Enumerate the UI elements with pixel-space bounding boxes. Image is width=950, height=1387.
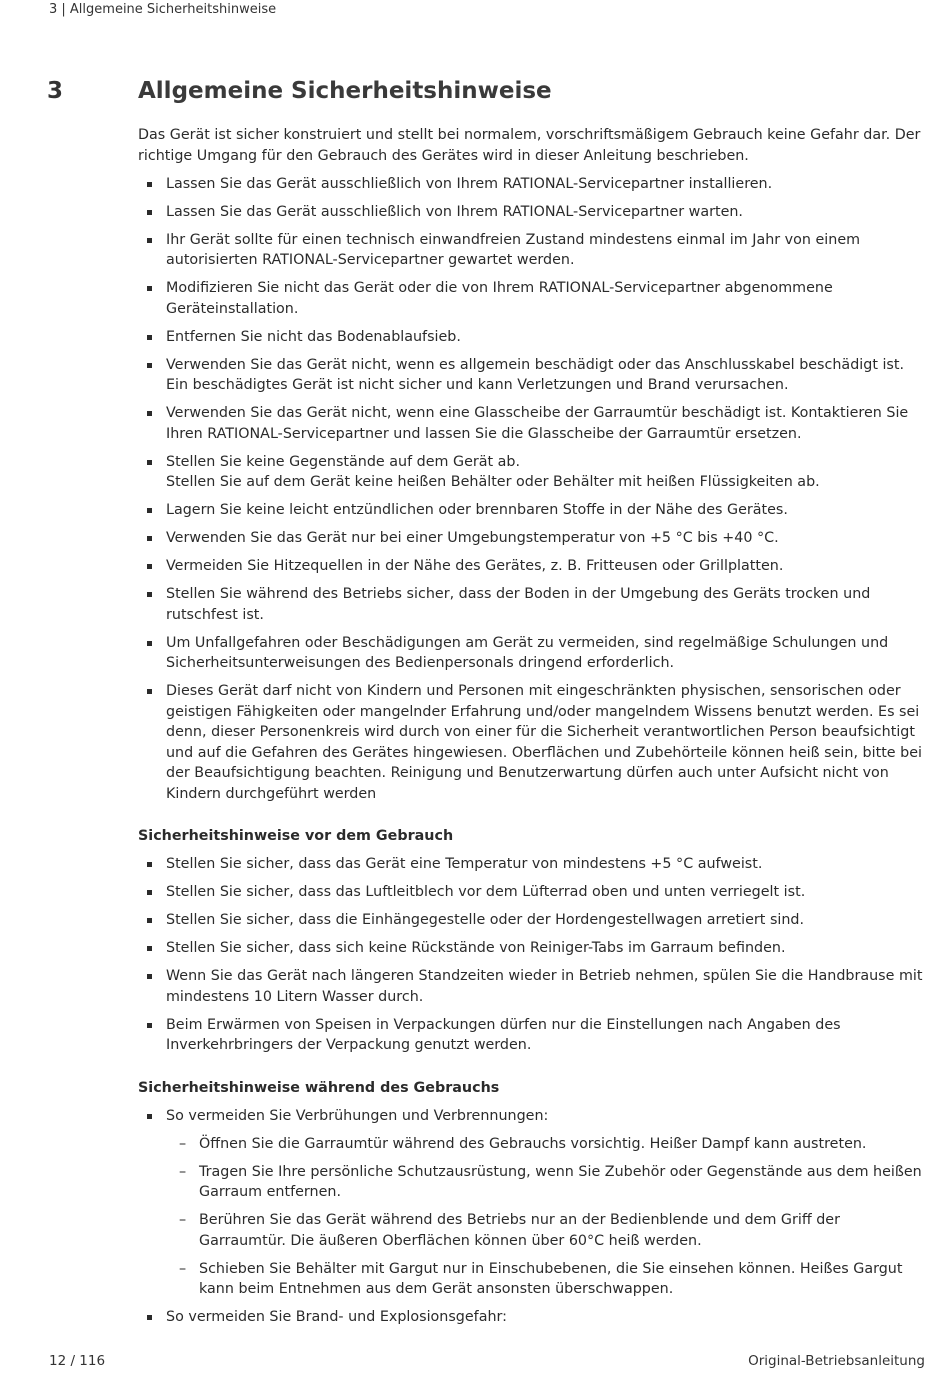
chapter-number: 3 [47,78,64,104]
list-item: Modifizieren Sie nicht das Gerät oder die von Ihrem RATIONAL-Servicepartner abgenommene Geräteinstallation. [138,278,923,319]
chapter-body [138,125,923,1335]
list-item-line: Stellen Sie auf dem Gerät keine heißen Behälter oder Behälter mit heißen Flüssigkeiten ab. [166,474,820,490]
sublist-item: – Öffnen Sie die Garraumtür während des Gebrauchs vorsichtig. Heißer Dampf kann austreten. [166,1134,923,1155]
list-item: Dieses Gerät darf nicht von Kindern und Personen mit eingeschränkten physischen, sensorischen oder geistigen Fähigkeiten oder mangelnder Erfahrung und/oder mangelndem Wissens benutzt werden. Es sei denn, dieser Personenkreis wird durch von einer für die Sicherheit verantwortlichen Person beaufsichtigt und auf die Gefahren des Gerätes hingewiesen. Oberflächen und Zubehörteile können heiß sein, bitte bei der Beaufsichtigung beachten. Reinigung und Benutzerwartung dürfen auch unter Aufsicht nicht von Kindern durchgeführt werden [138,681,923,804]
list-item: Lagern Sie keine leicht entzündlichen oder brennbaren Stoffe in der Nähe des Gerätes. [138,500,923,521]
list-item: Ihr Gerät sollte für einen technisch einwandfreien Zustand mindestens einmal im Jahr von einem autorisierten RATIONAL-Servicepartner gewartet werden. [138,230,923,271]
list-item: Stellen Sie während des Betriebs sicher, dass der Boden in der Umgebung des Geräts trocken und rutschfest ist. [138,584,923,625]
list-item: Wenn Sie das Gerät nach längeren Standzeiten wieder in Betrieb nehmen, spülen Sie die Handbrause mit mindestens 10 Litern Wasser durch. [138,966,923,1007]
list-item: So vermeiden Sie Brand- und Explosionsgefahr: [138,1307,923,1328]
list-item: Stellen Sie sicher, dass sich keine Rückstände von Reiniger-Tabs im Garraum befinden. [138,938,923,959]
list-item: Beim Erwärmen von Speisen in Verpackungen dürfen nur die Einstellungen nach Angaben des Inverkehrbringers der Verpackung genutzt werden. [138,1015,923,1056]
list-item: Stellen Sie sicher, dass das Gerät eine Temperatur von mindestens +5 °C aufweist. [138,854,923,875]
list-item: Entfernen Sie nicht das Bodenablaufsieb. [138,327,923,348]
section-heading-during-use: Sicherheitshinweise während des Gebrauchs [138,1079,500,1096]
intro-paragraph: Das Gerät ist sicher konstruiert und stellt bei normalem, vorschriftsmäßigem Gebrauch keine Gefahr dar. Der richtige Umgang für den Gebrauch des Gerätes wird in dieser Anleitung beschrieben. [138,127,921,164]
list-item: Verwenden Sie das Gerät nur bei einer Umgebungstemperatur von +5 °C bis +40 °C. [138,528,923,549]
list-item: Verwenden Sie das Gerät nicht, wenn eine Glasscheibe der Garraumtür beschädigt ist. Kontaktieren Sie Ihren RATIONAL-Servicepartner und lassen Sie die Glasscheibe der Garraumtür ersetzen. [138,403,923,444]
list-item: Verwenden Sie das Gerät nicht, wenn es allgemein beschädigt oder das Anschlusskabel beschädigt ist. Ein beschädigtes Gerät ist nicht sicher und kann Verletzungen und Brand verursachen. [138,355,923,396]
list-item: Stellen Sie sicher, dass die Einhängegestelle oder der Hordengestellwagen arretiert sind. [138,910,923,931]
chapter-title: Allgemeine Sicherheitshinweise [138,78,552,104]
page-number: 12 / 116 [49,1353,106,1369]
sublist-item: – Schieben Sie Behälter mit Gargut nur in Einschubebenen, die Sie einsehen können. Heißes Gargut kann beim Entnehmen aus dem Gerät ansonsten überschwappen. [166,1259,923,1300]
list-item: Stellen Sie sicher, dass das Luftleitblech vor dem Lüfterrad oben und unten verriegelt ist. [138,882,923,903]
list-item: Lassen Sie das Gerät ausschließlich von Ihrem RATIONAL-Servicepartner installieren. [138,174,923,195]
general-safety-list [138,174,923,805]
during-use-list [138,1106,923,1328]
list-item-line: Stellen Sie keine Gegenstände auf dem Gerät ab. [166,453,521,470]
list-item: Um Unfallgefahren oder Beschädigungen am Gerät zu vermeiden, sind regelmäßige Schulungen und Sicherheitsunterweisungen des Bedienpersonals dringend erforderlich. [138,633,923,674]
list-item [138,452,923,493]
section-heading-before-use: Sicherheitshinweise vor dem Gebrauch [138,828,454,844]
document-title: Original-Betriebsanleitung [748,1353,925,1369]
scald-sublist [166,1134,923,1300]
list-item-text: So vermeiden Sie Verbrühungen und Verbrennungen: [166,1107,549,1124]
sublist-item: – Tragen Sie Ihre persönliche Schutzausrüstung, wenn Sie Zubehör oder Gegenstände aus dem heißen Garraum entfernen. [166,1162,923,1203]
list-item: Vermeiden Sie Hitzequellen in der Nähe des Gerätes, z. B. Fritteusen oder Grillplatten. [138,556,923,577]
list-item [138,1106,923,1300]
sublist-item: – Berühren Sie das Gerät während des Betriebs nur an der Bedienblende und dem Griff der Garraumtür. Die äußeren Oberflächen können über 60°C heiß werden. [166,1210,923,1251]
list-item: Lassen Sie das Gerät ausschließlich von Ihrem RATIONAL-Servicepartner warten. [138,202,923,223]
running-header: 3 | Allgemeine Sicherheitshinweise [49,2,277,17]
before-use-list [138,854,923,1056]
